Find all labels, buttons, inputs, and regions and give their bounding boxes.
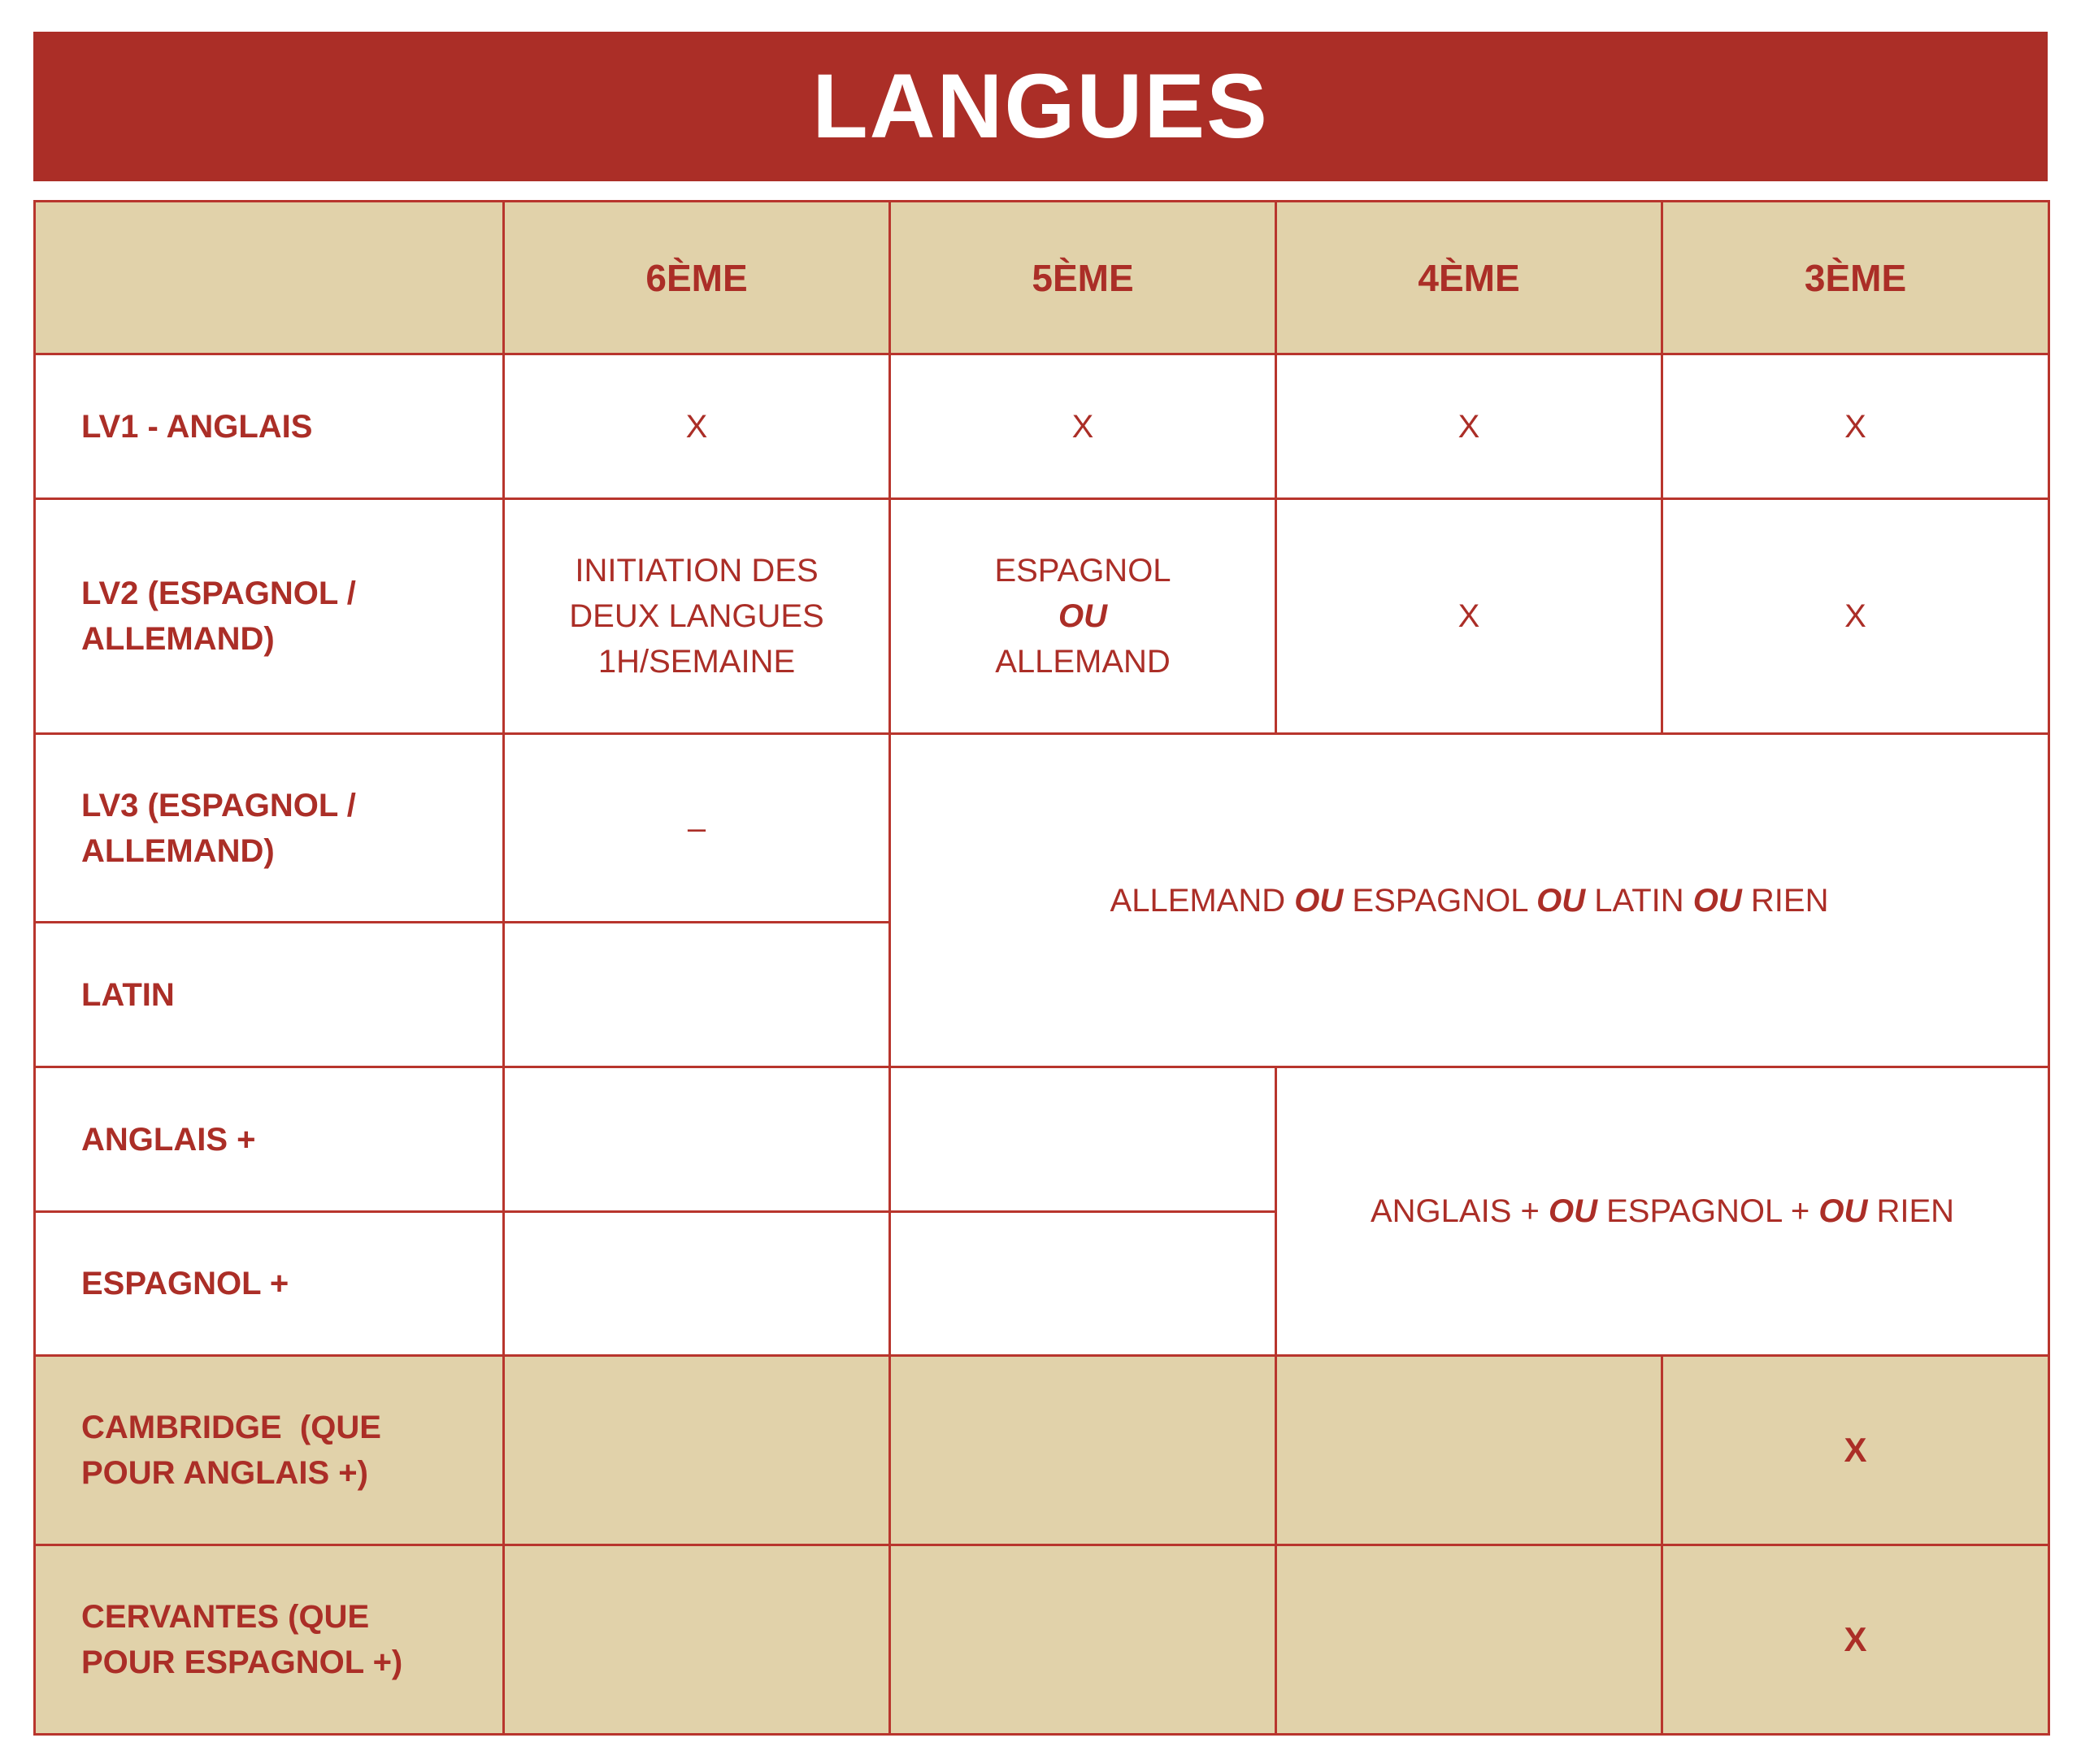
table-row-lv1 [35,354,2049,499]
row-label-lv3-line1: LV3 (ESPAGNOL / [81,787,356,823]
option-ou-2: OU [1536,882,1586,919]
table-row-lv2 [35,499,2049,734]
option-latin: LATIN [1594,882,1684,919]
languages-table [33,200,2050,1736]
option-ou-3: OU [1692,882,1742,919]
cell-anglais-plus-6eme [504,1067,890,1212]
option-espagnol-plus: ESPAGNOL + [1606,1193,1810,1229]
cell-cambridge-5eme [890,1356,1276,1545]
cell-lv2-5eme-ou: OU [1058,598,1107,634]
cell-lv1-4eme: X [1276,354,1662,499]
col-header-6eme: 6ÈME [504,202,890,354]
page-title: LANGUES [812,55,1269,157]
cell-cambridge-4eme [1276,1356,1662,1545]
cell-lv2-5eme [890,499,1276,734]
cell-latin-6eme [504,923,890,1067]
row-label-lv3 [35,734,504,923]
row-label-lv2 [35,499,504,734]
cell-plus-options [1276,1067,2049,1356]
header-row [35,202,2049,354]
cell-lv1-5eme: X [890,354,1276,499]
row-label-anglais-plus: ANGLAIS + [35,1067,504,1212]
option-allemand: ALLEMAND [1110,882,1286,919]
option-anglais-plus: ANGLAIS + [1370,1193,1540,1229]
col-header-3eme: 3ÈME [1662,202,2049,354]
row-label-cervantes [35,1545,504,1735]
cell-lv2-6eme-line1: INITIATION DES [575,553,819,589]
cell-anglais-plus-5eme [890,1067,1276,1212]
option-espagnol: ESPAGNOL [1352,882,1528,919]
cell-lv2-4eme: X [1276,499,1662,734]
cell-cambridge-6eme [504,1356,890,1545]
table-row-cambridge [35,1356,2049,1545]
cell-cervantes-6eme [504,1545,890,1735]
cell-cervantes-3eme: X [1662,1545,2049,1735]
cell-lv2-5eme-line1: ESPAGNOL [994,553,1171,589]
option-rien: RIEN [1750,882,1829,919]
corner-cell [35,202,504,354]
col-header-4eme: 4ÈME [1276,202,1662,354]
cell-cambridge-3eme: X [1662,1356,2049,1545]
cell-lv2-5eme-line3: ALLEMAND [995,644,1171,680]
row-label-cambridge-line2: POUR ANGLAIS +) [81,1455,368,1491]
option-plus-ou-1: OU [1548,1193,1597,1229]
cell-lv2-3eme: X [1662,499,2049,734]
row-label-lv2-line2: ALLEMAND) [81,621,275,657]
table-row-anglais-plus [35,1067,2049,1212]
cell-lv2-6eme-line3: 1H/SEMAINE [597,644,796,680]
cell-lv3-latin-options [890,734,2049,1067]
row-label-lv3-line2: ALLEMAND) [81,832,275,869]
cell-cervantes-5eme [890,1545,1276,1735]
cell-espagnol-plus-6eme [504,1212,890,1356]
row-label-lv2-line1: LV2 (ESPAGNOL / [81,576,356,611]
cell-cervantes-4eme [1276,1545,1662,1735]
row-label-lv1: LV1 - ANGLAIS [35,354,504,499]
option-plus-rien: RIEN [1876,1193,1955,1229]
option-ou-1: OU [1294,882,1344,919]
row-label-cambridge [35,1356,504,1545]
cell-lv3-6eme: – [504,734,890,923]
cell-lv1-6eme: X [504,354,890,499]
cell-espagnol-plus-5eme [890,1212,1276,1356]
col-header-5eme: 5ÈME [890,202,1276,354]
table-row-cervantes [35,1545,2049,1735]
table-row-lv3 [35,734,2049,923]
row-label-latin: LATIN [35,923,504,1067]
title-banner [33,32,2048,181]
cell-lv2-6eme-line2: DEUX LANGUES [569,598,824,634]
row-label-espagnol-plus: ESPAGNOL + [35,1212,504,1356]
cell-lv1-3eme: X [1662,354,2049,499]
row-label-cervantes-line2: POUR ESPAGNOL +) [81,1645,403,1680]
option-plus-ou-2: OU [1818,1193,1868,1229]
cell-lv2-6eme [504,499,890,734]
row-label-cambridge-line1: CAMBRIDGE (QUE [81,1410,381,1445]
row-label-cervantes-line1: CERVANTES (QUE [81,1599,370,1635]
